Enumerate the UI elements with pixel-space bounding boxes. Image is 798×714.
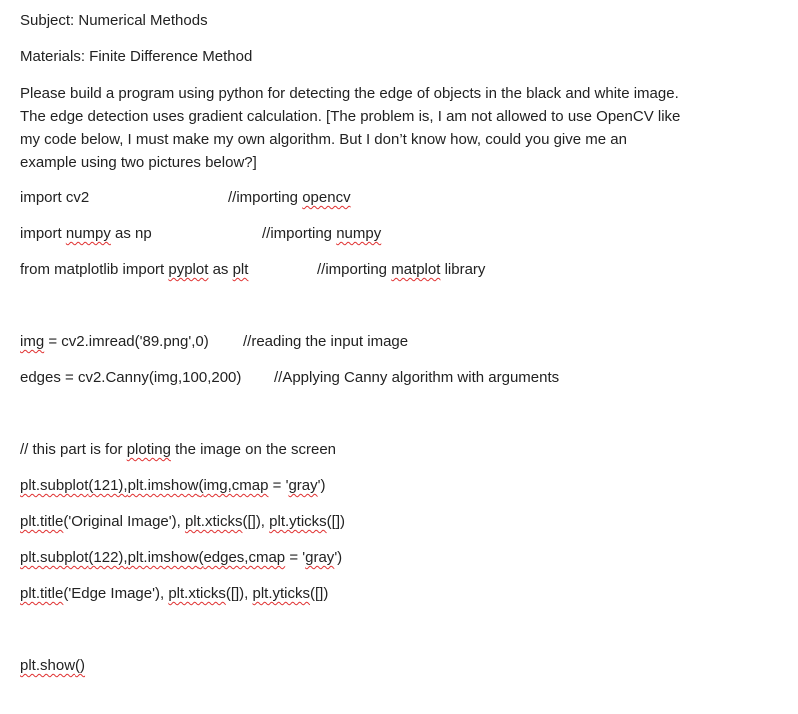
code-comment: //importing numpy — [262, 225, 382, 242]
code-line-show: plt.show() — [20, 657, 86, 674]
paragraph-line: example using two pictures below?] — [20, 154, 257, 171]
code-line-import-cv2: import cv2 //importing opencv — [20, 189, 351, 206]
code-comment: //importing opencv — [228, 189, 351, 206]
code-line-import-numpy: import numpy as np //importing numpy — [20, 225, 382, 242]
code-line-title-original: plt.title('Original Image'), plt.xticks([]), plt.yticks([]) — [20, 513, 345, 530]
paragraph-line: Please build a program using python for detecting the edge of objects in the black and white image. — [20, 85, 679, 102]
code-comment: //importing matplot library — [317, 261, 486, 278]
paragraph-line: my code below, I must make my own algorithm. But I don’t know how, could you give me an — [20, 131, 627, 148]
code-line-subplot-122: plt.subplot(122),plt.imshow(edges,cmap = 'gray') — [20, 549, 343, 566]
code-line-plot-comment: // this part is for ploting the image on the screen — [20, 441, 337, 458]
code-line-subplot-121: plt.subplot(121),plt.imshow(img,cmap = 'gray') — [20, 477, 326, 494]
materials-line: Materials: Finite Difference Method — [20, 48, 253, 65]
code-comment: //reading the input image — [243, 333, 409, 350]
code-line-import-pyplot: from matplotlib import pyplot as plt //importing matplot library — [20, 261, 486, 278]
code-line-imread: img = cv2.imread('89.png',0) //reading the input image — [20, 333, 409, 350]
paragraph-line: The edge detection uses gradient calculation. [The problem is, I am not allowed to use OpenCV like — [20, 108, 681, 125]
question-paragraph — [20, 82, 760, 174]
code-line-title-edge: plt.title('Edge Image'), plt.xticks([]), plt.yticks([]) — [20, 585, 329, 602]
code-comment: //Applying Canny algorithm with arguments — [274, 369, 560, 386]
code-line-canny: edges = cv2.Canny(img,100,200) //Applying Canny algorithm with arguments — [20, 369, 560, 386]
subject-line: Subject: Numerical Methods — [20, 12, 208, 29]
